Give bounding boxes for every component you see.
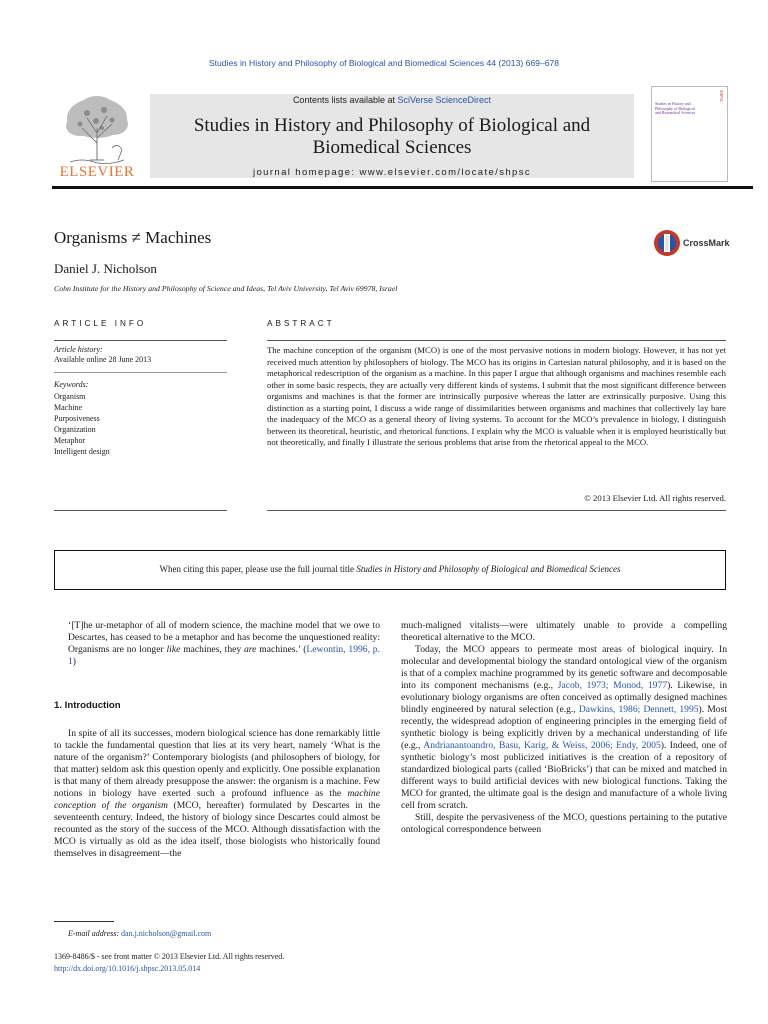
right-column	[401, 620, 727, 836]
contents-line	[150, 95, 634, 105]
front-matter-note: 1369-8486/$ - see front matter © 2013 Elsevier Ltd. All rights reserved.	[54, 952, 285, 961]
citation-link[interactable]: Jacob, 1973; Monod, 1977	[557, 680, 668, 691]
keyword: Organization	[54, 425, 96, 434]
citation-journal-title: Studies in History and Philosophy of Biological and Biomedical Sciences	[356, 564, 621, 574]
sciencedirect-link[interactable]: SciVerse ScienceDirect	[397, 95, 492, 105]
epigraph-text: machines, they	[180, 644, 244, 655]
crossmark-icon	[653, 229, 681, 257]
contents-prefix: Contents lists available at	[292, 95, 398, 105]
author-name: Daniel J. Nicholson	[54, 261, 157, 276]
info-rule-mid	[54, 372, 227, 373]
doi-link[interactable]: http://dx.doi.org/10.1016/j.shpsc.2013.05.014	[54, 964, 201, 973]
article-info-heading: ARTICLE INFO	[54, 319, 147, 328]
abstract-rule-top	[267, 340, 726, 341]
paragraph-text: In spite of all its successes, modern biological science has done remarkably little to tackle the fundamental question that lies at its very heart, namely ‘What is the nature of the organism?’ Contemporary biologists (and philosophers of biology, for that matter) seldom ask this question openly and explicitly. One possible explanation is that many of them already presuppose the answer: the organism is a machine. Few notions in biology have exerted such a profound influence as the	[54, 728, 380, 799]
paragraph-text: ). Likewise, in evolutionary biology organisms are often conceived as optimally designed machines blindly engineered by natural selection (e.g.,	[401, 680, 727, 715]
cover-side-text: SHPSC	[719, 90, 724, 103]
citation-link[interactable]: Andrianantoandro, Basu, Karig, & Weiss, 2006; Endy, 2005	[423, 740, 661, 751]
paragraph-continued: much-maligned vitalists—were ultimately unable to provide a compelling theoretical alternative to the MCO.	[401, 620, 727, 643]
journal-reference[interactable]: Studies in History and Philosophy of Biological and Biomedical Sciences 44 (2013) 669–678	[208, 58, 560, 68]
citation-notice	[54, 564, 726, 574]
header-rule	[52, 186, 753, 189]
body-paragraph: Still, despite the pervasiveness of the MCO, questions pertaining to the putative ontological correspondence between	[401, 812, 727, 835]
info-rule-top	[54, 340, 227, 341]
paragraph-emphasis: machine conception of the organism	[54, 788, 380, 811]
paragraph-text: Today, the MCO appears to permeate most areas of biological inquiry. In molecular and developmental biology the standard ontological view of the organism is that of a complex machine programmed by its genetic software and decomposable into its component mechanisms (e.g.,	[401, 644, 727, 691]
info-rule-bottom	[54, 510, 227, 511]
article-title: Organisms ≠ Machines	[54, 228, 212, 247]
author-affiliation: Cohn Institute for the History and Philosophy of Science and Ideas, Tel Aviv University, Tel Aviv 69978, Israel	[54, 284, 398, 293]
email-label: E-mail address:	[68, 929, 122, 938]
epigraph-emphasis: are	[244, 644, 257, 655]
abstract-copyright: © 2013 Elsevier Ltd. All rights reserved.	[584, 493, 726, 503]
keyword: Metaphor	[54, 436, 86, 445]
epigraph-emphasis: like	[166, 644, 181, 655]
footnote-rule	[54, 921, 114, 922]
abstract-rule-bottom	[267, 510, 726, 511]
article-history-label: Article history:	[54, 345, 103, 354]
epigraph	[54, 620, 380, 668]
citation-link[interactable]: Dawkins, 1986; Dennett, 1995	[578, 704, 699, 715]
journal-title	[150, 115, 634, 159]
journal-title-line-2: Biomedical Sciences	[312, 137, 472, 158]
paragraph-text: ). Indeed, one of synthetic biology’s most publicized initiatives is the creation of a repository of standardized biological parts (called ‘BioBricks’) that can be mixed and matched in different ways to build artificial devices with new biological functions. Taking the MCO for granted, the ultimate goal is the design and manufacture of a whole living cell from scratch.	[401, 740, 727, 811]
epigraph-text: machines.’ (	[256, 644, 307, 655]
author-email	[68, 929, 211, 938]
keyword: Machine	[54, 403, 82, 412]
crossmark-label: CrossMark	[683, 238, 730, 248]
article-history-value: Available online 28 June 2013	[54, 355, 152, 364]
abstract-heading: ABSTRACT	[267, 319, 335, 328]
keyword: Organism	[54, 392, 86, 401]
crossmark-badge[interactable]	[653, 229, 743, 259]
journal-title-line-1: Studies in History and Philosophy of Biological and	[193, 115, 591, 136]
epigraph-text: )	[72, 656, 76, 667]
keywords-label: Keywords:	[54, 380, 89, 389]
email-link[interactable]: dan.j.nicholson@gmail.com	[121, 929, 212, 938]
elsevier-logo-text: ELSEVIER	[59, 164, 135, 180]
body-paragraph	[401, 644, 727, 812]
keyword: Purposiveness	[54, 414, 100, 423]
epigraph-text: ‘[T]he ur-metaphor of all of modern science, the machine model that we owe to Descartes, has ceased to be a metaphor and has become the unquestioned reality: Organisms are no longer	[68, 620, 380, 655]
paragraph-text: (MCO, hereafter) formulated by Descartes in the seventeenth century. Indeed, the history of biology since Descartes could almost be recounted as the story of the success of the MCO. Although dissatisfaction with the MCO is virtually as old as the idea itself, those biologists who historically found themselves in disagreement—the	[54, 800, 380, 859]
journal-homepage[interactable]: journal homepage: www.elsevier.com/locate/shpsc	[252, 167, 532, 178]
abstract-body: The machine conception of the organism (MCO) is one of the most pervasive notions in modern biology. However, it has not yet received much attention by philosophers of biology. The MCO has its origins in Cartesian natural philosophy, and it is based on the metaphorical redescription of the organism as a machine. In this paper I argue that although organisms and machines resemble each other in some basic respects, they are actually very different kinds of systems. I submit that the most significant difference between organisms and machines is that the former are intrinsically purposive whereas the latter are extrinsically purposive. Using this distinction as a starting point, I discuss a wide range of dissimilarities between organisms and machines that collectively lay bare the inadequacy of the MCO as a general theory of living systems. To account for the MCO’s prevalence in biology, I distinguish between its theoretical, heuristic, and rhetorical functions. I explain why the MCO is valuable when it is employed heuristically but not theoretically, and finally I illustrate the serious problems that arise from the rhetorical appeal to the MCO.	[267, 345, 726, 447]
paragraph-text: ). Most recently, the widespread adoption of engineering principles in the emerging field of synthetic biology is being explicitly driven by a mechanical understanding of life (e.g.,	[401, 704, 727, 751]
intro-paragraph	[54, 728, 380, 860]
cover-title: Studies in History and Philosophy of Biological and Biomedical Sciences	[655, 101, 696, 116]
citation-prefix: When citing this paper, please use the full journal title	[159, 564, 357, 574]
keywords-list	[54, 391, 110, 457]
keyword: Intelligent design	[54, 447, 110, 456]
epigraph-citation-link[interactable]: Lewontin, 1996, p. 1	[68, 644, 381, 667]
section-heading-introduction: 1. Introduction	[54, 700, 121, 711]
